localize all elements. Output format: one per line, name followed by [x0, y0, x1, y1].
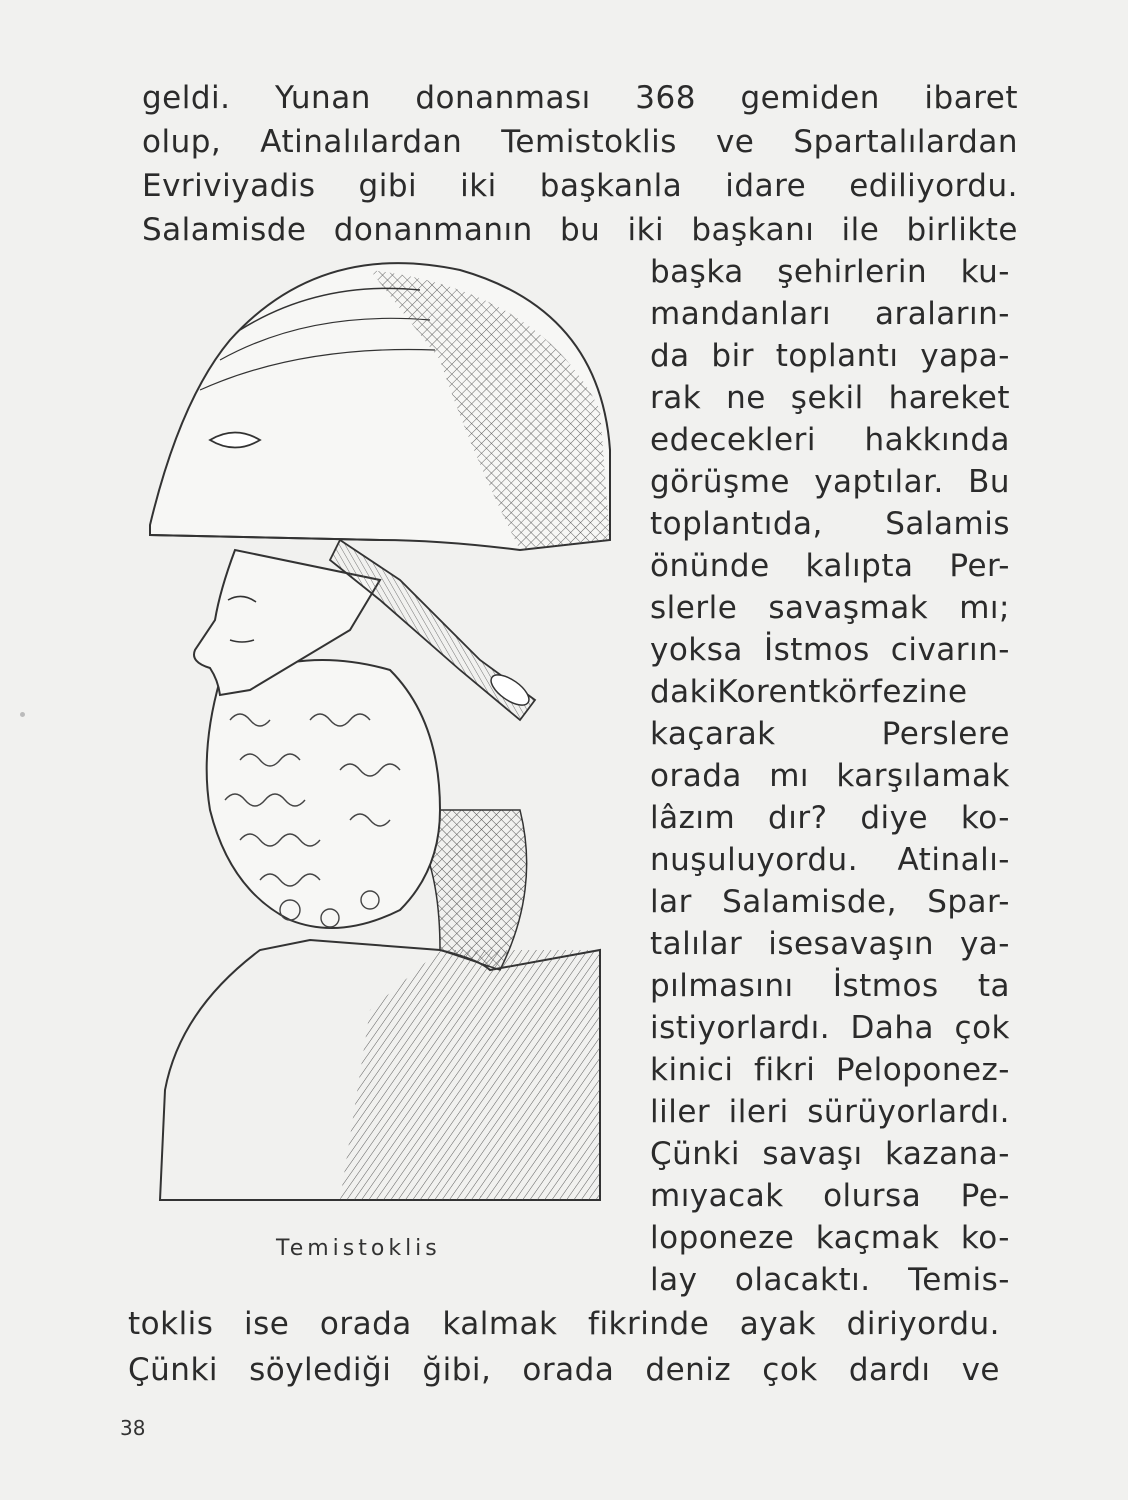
text-line: lar Salamisde, Spar-	[650, 884, 1010, 920]
text-line: geldi. Yunan donanması 368 gemiden ibaret	[142, 80, 1018, 116]
portrait-caption: Temistoklis	[276, 1236, 441, 1261]
text-line: başka şehirlerin ku-	[650, 254, 1010, 290]
text-line: edecekleri hakkında	[650, 422, 1010, 458]
text-line: önünde kalıpta Per-	[650, 548, 1010, 584]
text-line: Çünki söylediği ğibi, orada deniz çok dardı ve	[128, 1352, 1000, 1388]
text-line: Salamisde donanmanın bu iki başkanı ile birlikte	[142, 212, 1018, 248]
text-line: slerle savaşmak mı;	[650, 590, 1010, 626]
text-line: lâzım dır? diye ko-	[650, 800, 1010, 836]
temistoklis-portrait	[140, 250, 620, 1220]
text-line: kinici fikri Peloponez-	[650, 1052, 1010, 1088]
text-line: toplantıda, Salamis	[650, 506, 1010, 542]
text-line: görüşme yaptılar. Bu	[650, 464, 1010, 500]
text-line: liler ileri sürüyorlardı.	[650, 1094, 1010, 1130]
text-line: pılmasını İstmos ta	[650, 968, 1010, 1004]
text-line: nuşuluyordu. Atinalı-	[650, 842, 1010, 878]
text-line: mıyacak olursa Pe-	[650, 1178, 1010, 1214]
text-line: olup, Atinalılardan Temistoklis ve Spartalılardan	[142, 124, 1018, 160]
paper-speck	[20, 712, 25, 717]
text-line: lay olacaktı. Temis-	[650, 1262, 1010, 1298]
text-line: yoksa İstmos civarın-	[650, 632, 1010, 668]
text-line: da bir toplantı yapa-	[650, 338, 1010, 374]
text-line: orada mı karşılamak	[650, 758, 1010, 794]
text-line: talılar isesavaşın ya-	[650, 926, 1010, 962]
text-line: rak ne şekil hareket	[650, 380, 1010, 416]
text-line: istiyorlardı. Daha çok	[650, 1010, 1010, 1046]
text-line: Evriviyadis gibi iki başkanla idare ediliyordu.	[142, 168, 1018, 204]
page-number: 38	[120, 1416, 146, 1440]
text-line: mandanları araların-	[650, 296, 1010, 332]
text-line: toklis ise orada kalmak fikrinde ayak diriyordu.	[128, 1306, 1000, 1342]
text-line: dakiKorentkörfezine	[650, 674, 968, 710]
text-line: Çünki savaşı kazana-	[650, 1136, 1010, 1172]
text-line: kaçarak Perslere	[650, 716, 1010, 752]
text-line: loponeze kaçmak ko-	[650, 1220, 1010, 1256]
